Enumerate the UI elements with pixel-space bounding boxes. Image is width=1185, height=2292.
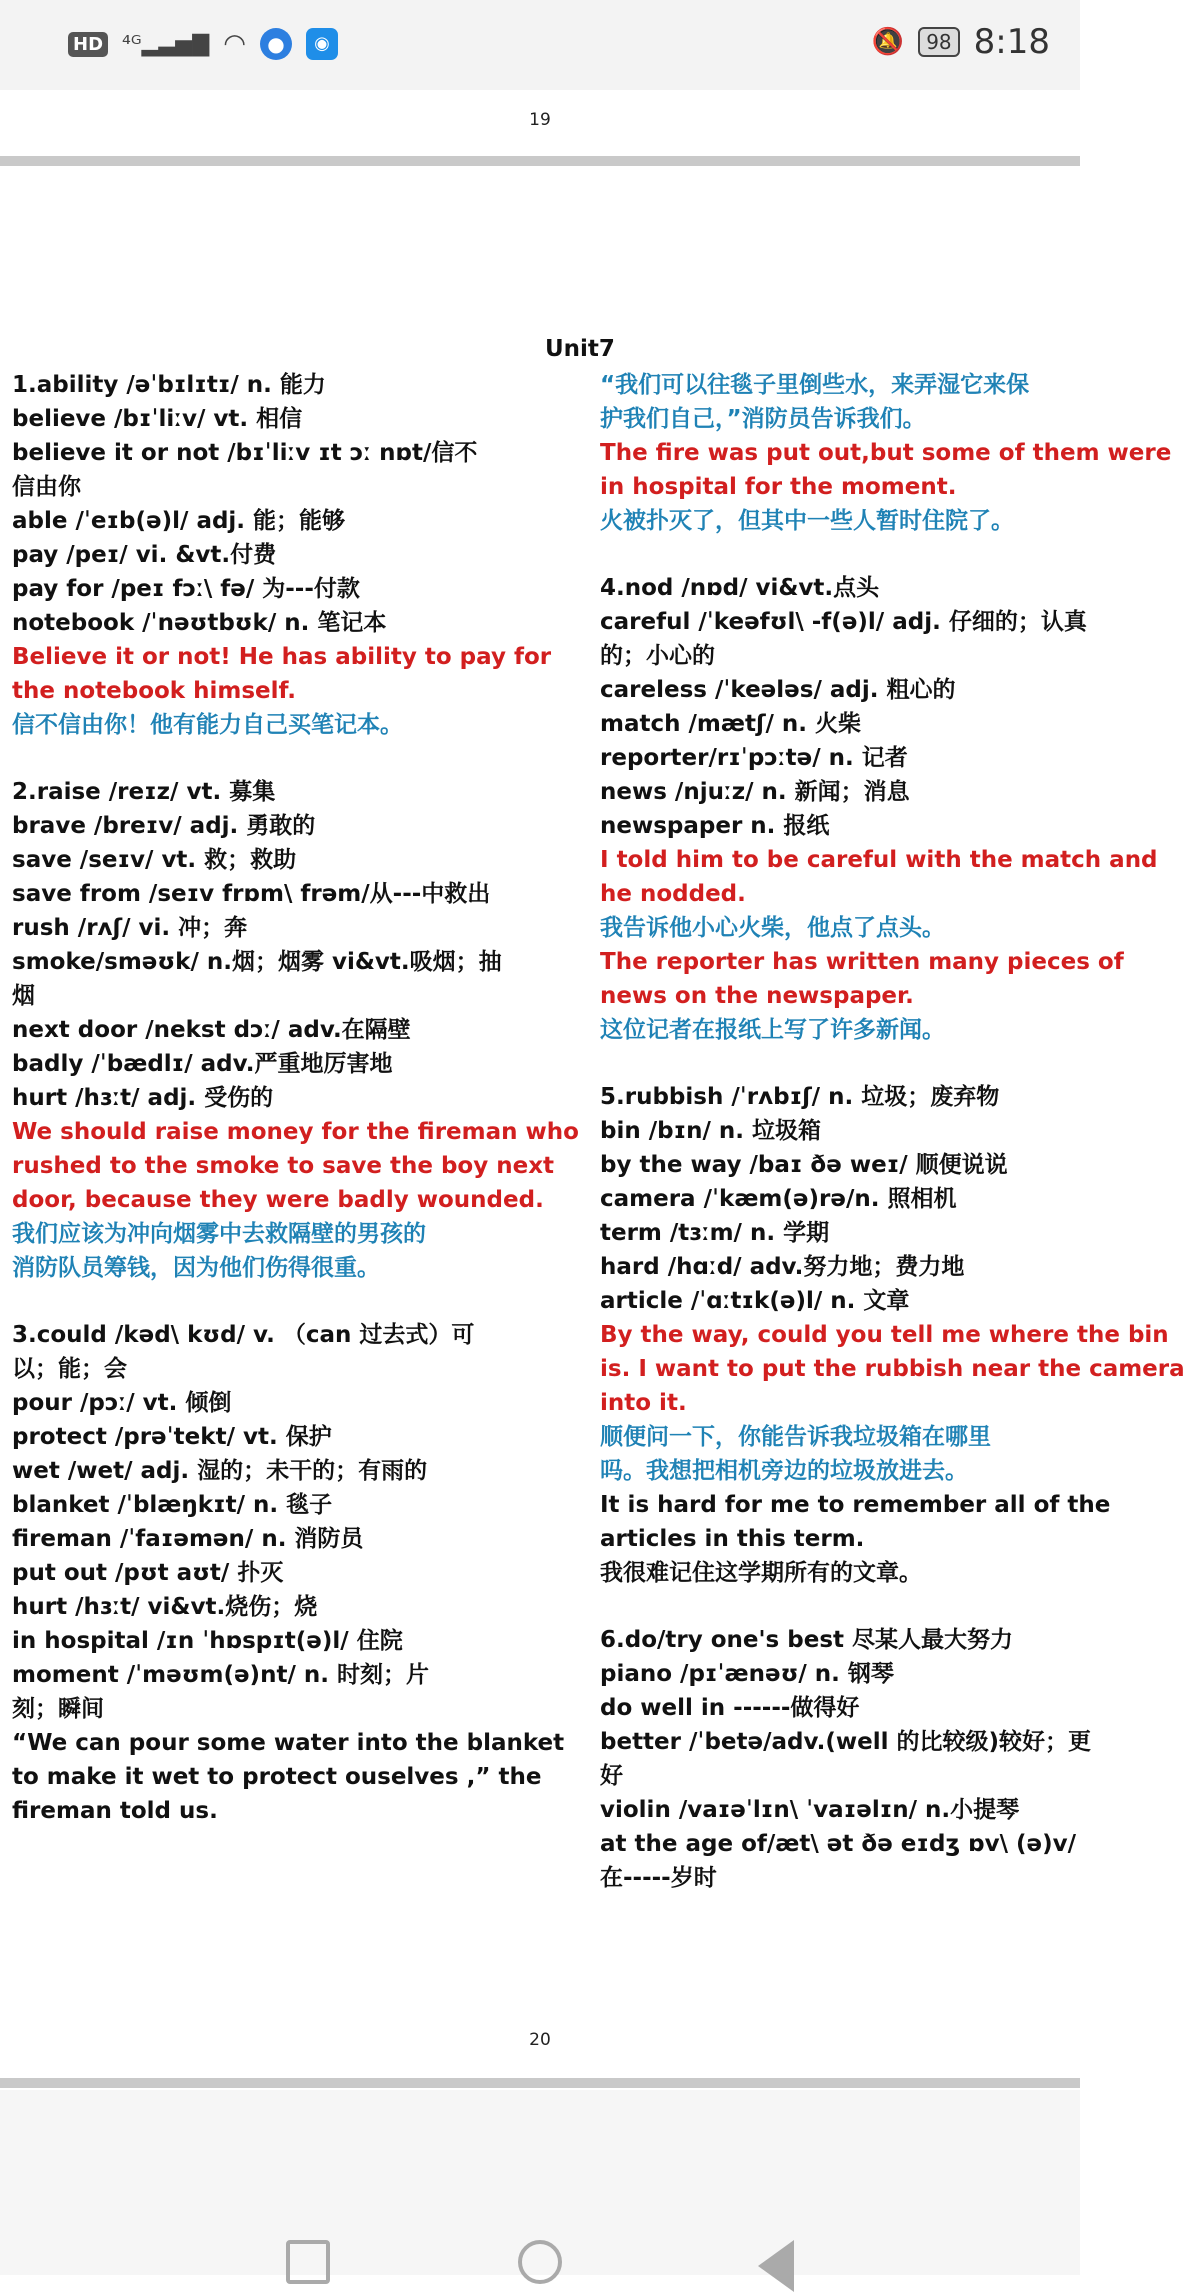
text-line: brave /breɪv/ adj. 勇敢的 bbox=[12, 813, 316, 839]
text-line: hurt /hɜːt/ adj. 受伤的 bbox=[12, 1085, 274, 1111]
text-line: camera /ˈkæm(ə)rə/n. 照相机 bbox=[600, 1186, 957, 1212]
text-line: next door /nekst dɔː/ adv.在隔壁 bbox=[12, 1017, 411, 1043]
text-line: bin /bɪn/ n. 垃圾箱 bbox=[600, 1118, 822, 1144]
text-line: newspaper n. 报纸 bbox=[600, 813, 830, 839]
mute-bell-icon: 🔕 bbox=[871, 27, 905, 57]
text-line: protect /prəˈtekt/ vt. 保护 bbox=[12, 1424, 332, 1450]
text-line: careless /ˈkeələs/ adj. 粗心的 bbox=[600, 677, 956, 703]
text-line: 我很难记住这学期所有的文章。 bbox=[600, 1560, 922, 1586]
text-line: notebook /ˈnəʊtbʊk/ n. 笔记本 bbox=[12, 610, 387, 636]
text-line: pay for /peɪ fɔː\ fə/ 为---付款 bbox=[12, 576, 360, 602]
spacer bbox=[12, 1285, 532, 1318]
home-button[interactable] bbox=[518, 2240, 562, 2284]
recent-apps-button[interactable] bbox=[286, 2240, 330, 2284]
page-divider-bottom bbox=[0, 2078, 1080, 2088]
unit-title: Unit7 bbox=[545, 336, 615, 362]
battery-icon: 98 bbox=[918, 27, 959, 57]
text-line: pour /pɔː/ vt. 倾倒 bbox=[12, 1390, 232, 1416]
text-line: By the way, could you tell me where the bin bbox=[600, 1322, 1169, 1348]
hd-indicator: HD bbox=[68, 32, 108, 57]
text-line: careful /ˈkeəfʊl\ -f(ə)l/ adj. 仔细的；认真 bbox=[600, 609, 1087, 635]
text-line: 2.raise /reɪz/ vt. 募集 bbox=[12, 779, 276, 805]
text-line: into it. bbox=[600, 1390, 687, 1416]
signal-icon: ⁴ᴳ▂▃▅▇ bbox=[122, 31, 210, 57]
text-line: door, because they were badly wounded. bbox=[12, 1187, 544, 1213]
status-left bbox=[68, 28, 338, 60]
text-line: 1.ability /əˈbɪlɪtɪ/ n. 能力 bbox=[12, 372, 326, 398]
spacer bbox=[12, 742, 532, 775]
browser-app-icon: ● bbox=[260, 28, 292, 60]
text-line: 刻；瞬间 bbox=[12, 1696, 104, 1722]
text-line: fireman told us. bbox=[12, 1798, 218, 1824]
text-line: We should raise money for the fireman who bbox=[12, 1119, 579, 1145]
text-line: The fire was put out,but some of them were bbox=[600, 440, 1172, 466]
page-divider-top bbox=[0, 156, 1080, 166]
text-line: 好 bbox=[600, 1763, 623, 1789]
text-line: better /ˈbetə/adv.(well 的比较级)较好；更 bbox=[600, 1729, 1091, 1755]
text-line: piano /pɪˈænəʊ/ n. 钢琴 bbox=[600, 1661, 894, 1687]
text-line: violin /vaɪəˈlɪn\ ˈvaɪəlɪn/ n.小提琴 bbox=[600, 1797, 1020, 1823]
text-line: 顺便问一下，你能告诉我垃圾箱在哪里 bbox=[600, 1424, 991, 1450]
text-line: blanket /ˈblæŋkɪt/ n. 毯子 bbox=[12, 1492, 333, 1518]
navigation-bar bbox=[0, 2220, 1080, 2275]
text-line: believe /bɪˈliːv/ vt. 相信 bbox=[12, 406, 303, 432]
text-line: The reporter has written many pieces of bbox=[600, 949, 1124, 975]
next-page-area bbox=[0, 2090, 1080, 2220]
spacer bbox=[600, 1590, 1120, 1623]
text-line: I told him to be careful with the match and bbox=[600, 847, 1158, 873]
text-line: article /ˈɑːtɪk(ə)l/ n. 文章 bbox=[600, 1288, 910, 1314]
text-line: to make it wet to protect ouselves ,” the bbox=[12, 1764, 542, 1790]
text-line: reporter/rɪˈpɔːtə/ n. 记者 bbox=[600, 745, 908, 771]
text-line: news /njuːz/ n. 新闻；消息 bbox=[600, 779, 910, 805]
text-line: save /seɪv/ vt. 救；救助 bbox=[12, 847, 297, 873]
text-line: able /ˈeɪb(ə)l/ adj. 能；能够 bbox=[12, 508, 346, 534]
text-line: pay /peɪ/ vi. &vt.付费 bbox=[12, 542, 277, 568]
text-line: rushed to the smoke to save the boy next bbox=[12, 1153, 555, 1179]
text-line: moment /ˈməʊm(ə)nt/ n. 时刻；片 bbox=[12, 1662, 429, 1688]
page-number-bottom: 20 bbox=[529, 2030, 551, 2050]
text-line: 吗。我想把相机旁边的垃圾放进去。 bbox=[600, 1458, 968, 1484]
right-column bbox=[600, 368, 1185, 1895]
text-line: hurt /hɜːt/ vi&vt.烧伤；烧 bbox=[12, 1594, 318, 1620]
text-line: 在-----岁时 bbox=[600, 1865, 717, 1891]
text-line: smoke/sməʊk/ n.烟；烟雾 vi&vt.吸烟；抽 bbox=[12, 949, 502, 975]
text-line: 信由你 bbox=[12, 474, 81, 500]
text-line: 这位记者在报纸上写了许多新闻。 bbox=[600, 1017, 945, 1043]
text-line: believe it or not /bɪˈliːv ɪt ɔː nɒt/信不 bbox=[12, 440, 478, 466]
text-line: 我告诉他小心火柴，他点了点头。 bbox=[600, 915, 945, 941]
text-line: hard /hɑːd/ adv.努力地；费力地 bbox=[600, 1254, 965, 1280]
text-line: 信不信由你！他有能力自己买笔记本。 bbox=[12, 712, 403, 738]
page-number-top: 19 bbox=[529, 110, 551, 130]
text-line: 6.do/try one's best 尽某人最大努力 bbox=[600, 1627, 1014, 1653]
text-line: articles in this term. bbox=[600, 1526, 865, 1552]
wifi-icon: ◠ bbox=[223, 29, 246, 59]
hotspot-app-icon: ◉ bbox=[306, 28, 338, 60]
text-line: at the age of/æt\ ət ðə eɪdʒ ɒv\ (ə)v/ bbox=[600, 1831, 1077, 1857]
text-line: 我们应该为冲向烟雾中去救隔壁的男孩的 bbox=[12, 1221, 426, 1247]
text-line: 以；能；会 bbox=[12, 1356, 127, 1382]
clock: 8:18 bbox=[973, 22, 1050, 62]
text-line: 消防队员筹钱，因为他们伤得很重。 bbox=[12, 1255, 380, 1281]
text-line: “我们可以往毯子里倒些水，来弄湿它来保 bbox=[600, 372, 1030, 398]
text-line: is. I want to put the rubbish near the camera bbox=[600, 1356, 1185, 1382]
text-line: he nodded. bbox=[600, 881, 746, 907]
status-bar bbox=[0, 0, 1080, 90]
text-line: news on the newspaper. bbox=[600, 983, 914, 1009]
text-line: match /mætʃ/ n. 火柴 bbox=[600, 711, 862, 737]
text-line: It is hard for me to remember all of the bbox=[600, 1492, 1111, 1518]
text-line: rush /rʌʃ/ vi. 冲；奔 bbox=[12, 915, 248, 941]
text-line: term /tɜːm/ n. 学期 bbox=[600, 1220, 830, 1246]
back-button[interactable] bbox=[758, 2240, 794, 2292]
spacer bbox=[600, 1047, 1120, 1080]
text-line: save from /seɪv frɒm\ frəm/从---中救出 bbox=[12, 881, 491, 907]
text-line: 烟 bbox=[12, 983, 35, 1009]
text-line: wet /wet/ adj. 湿的；未干的；有雨的 bbox=[12, 1458, 428, 1484]
text-line: the notebook himself. bbox=[12, 678, 296, 704]
text-line: fireman /ˈfaɪəmən/ n. 消防员 bbox=[12, 1526, 364, 1552]
text-line: put out /pʊt aʊt/ 扑灭 bbox=[12, 1560, 284, 1586]
text-line: 5.rubbish /ˈrʌbɪʃ/ n. 垃圾；废弃物 bbox=[600, 1084, 1000, 1110]
text-line: 的；小心的 bbox=[600, 643, 715, 669]
status-right bbox=[872, 22, 1050, 62]
text-line: badly /ˈbædlɪ/ adv.严重地厉害地 bbox=[12, 1051, 393, 1077]
text-line: 3.could /kəd\ kʊd/ v. （can 过去式）可 bbox=[12, 1322, 475, 1348]
left-column bbox=[12, 368, 579, 1828]
text-line: in hospital for the moment. bbox=[600, 474, 957, 500]
text-line: 4.nod /nɒd/ vi&vt.点头 bbox=[600, 575, 880, 601]
text-line: 护我们自己，”消防员告诉我们。 bbox=[600, 406, 926, 432]
text-line: in hospital /ɪn ˈhɒspɪt(ə)l/ 住院 bbox=[12, 1628, 403, 1654]
text-line: “We can pour some water into the blanket bbox=[12, 1730, 565, 1756]
spacer bbox=[600, 538, 1120, 571]
text-line: by the way /baɪ ðə weɪ/ 顺便说说 bbox=[600, 1152, 1008, 1178]
text-line: 火被扑灭了，但其中一些人暂时住院了。 bbox=[600, 508, 1014, 534]
text-line: Believe it or not! He has ability to pay for bbox=[12, 644, 552, 670]
text-line: do well in ------做得好 bbox=[600, 1695, 860, 1721]
